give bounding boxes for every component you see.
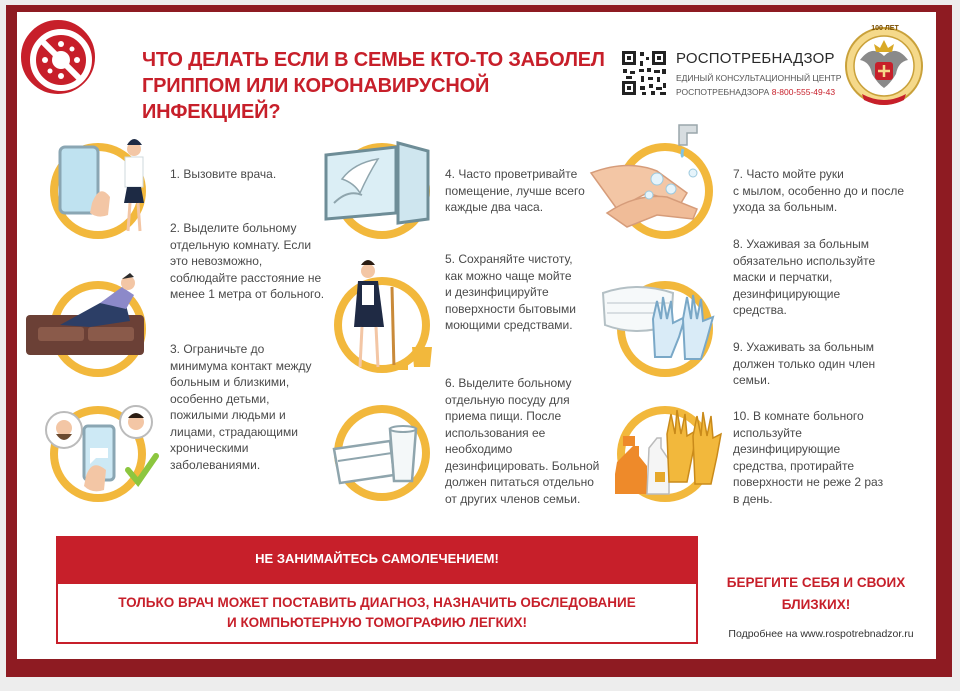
step-10-line: средства, протирайте [733,458,855,473]
step-2-line: это невозможно, [170,254,263,268]
step-3-line: особенно детьми, [170,391,270,406]
step-3-line: заболеваниями. [170,457,261,472]
step-8-line: маски и перчатки, [733,270,833,284]
step-2-line: отдельную комнату. Если [170,237,312,252]
step-9-line: семьи. [733,373,771,387]
step-8-line: 8. Ухаживая за больным [733,237,869,251]
anniversary-emblem [842,22,926,108]
step-6-line: использования ее [445,425,546,440]
doctor-only-line-1: ТОЛЬКО ВРАЧ МОЖЕТ ПОСТАВИТЬ ДИАГНОЗ, НАЗНАЧИТЬ ОБСЛЕДОВАНИЕ [118,595,636,610]
step-7-line: ухода за больным. [733,200,838,214]
step-10-line: дезинфицирующие [733,442,841,456]
doctor-only-line-2: И КОМПЬЮТЕРНУЮ ТОМОГРАФИЮ ЛЕГКИХ! [226,615,528,630]
step-10-line: используйте [733,425,802,440]
hotline-phone: 8-800-555-49-43 [771,87,836,97]
step-2 [170,220,335,303]
step-6-line: должен питаться отдельно [445,475,594,489]
step-8-line: дезинфицирующие [733,286,841,301]
step-6-line: дезинфицировать. Больной [445,458,600,473]
step-5-line: как можно чаще мойте [445,268,572,283]
step-3-line: 3. Ограничьте до [170,342,265,356]
step-10-line: поверхности не реже 2 раз [733,475,884,489]
ventilation-window-icon [334,143,430,239]
step-7-line: 7. Часто мойте руки [733,167,844,181]
step-6-line: от других членов семьи. [445,491,581,506]
qr-code-icon [620,49,668,97]
emblem-label: 100 ЛЕТ [871,25,899,32]
step-3 [170,341,335,473]
step-6-line: необходимо [445,442,513,456]
more-info-link[interactable]: Подробнее на www.rospotrebnadzor.ru [728,628,914,640]
call-doctor-icon [50,143,146,239]
cleaning-icon [334,277,430,373]
doctor-only-banner [56,582,698,644]
step-6-line: 6. Выделите больному [445,376,572,390]
step-5-line: поверхности бытовыми [445,301,576,316]
step-10-line: 10. В комнате больного [733,409,864,423]
org-subtitle-2 [676,87,835,97]
step-4-line: каждые два часа. [445,200,544,214]
step-5-line: и дезинфицируйте [445,285,549,299]
limit-contact-icon [50,406,146,502]
step-1-line: 1. Вызовите врача. [170,167,277,181]
step-5-line: моющими средствами. [445,318,573,332]
no-self-treatment-banner: НЕ ЗАНИМАЙТЕСЬ САМОЛЕЧЕНИЕМ! [56,536,698,582]
step-2-line: соблюдайте расстояние не [170,270,322,285]
step-3-line: больным и близкими, [170,375,290,389]
step-6-line: приема пищи. После [445,409,562,423]
step-5-line: 5. Сохраняйте чистоту, [445,252,573,266]
step-9-line: 9. Ухаживать за больным [733,340,874,354]
org-subtitle: ЕДИНЫЙ КОНСУЛЬТАЦИОННЫЙ ЦЕНТР [676,73,842,83]
step-8-line: средства. [733,303,787,317]
step-7 [733,166,918,216]
step-10-line: в день. [733,491,773,506]
step-2-line: 2. Выделите больному [170,221,297,235]
step-3-line: минимума контакт между [170,358,312,373]
step-8 [733,236,913,319]
title-line-1: ЧТО ДЕЛАТЬ ЕСЛИ В СЕМЬЕ КТО-ТО ЗАБОЛЕЛ [142,49,605,71]
step-4-line: помещение, лучше всего [445,183,585,198]
step-5 [445,251,610,334]
step-6-line: отдельную посуду для [445,392,570,407]
step-3-line: лицами, страдающими [170,424,298,439]
step-7-line: с мылом, особенно до и после [733,183,904,198]
org-subtitle-2-text: РОСПОТРЕБНАДЗОРА [676,87,770,97]
step-9 [733,339,913,389]
step-10 [733,408,913,507]
step-4 [445,166,610,216]
step-2-line: менее 1 метра от больного. [170,287,325,301]
step-3-line: хроническими [170,441,249,455]
mask-and-gloves-icon [617,281,713,377]
disinfectants-icon [617,406,713,502]
page-title [142,47,612,125]
title-line-2: ГРИППОМ ИЛИ КОРОНАВИРУСНОЙ ИНФЕКЦИЕЙ? [142,75,490,123]
step-9-line: должен только один член [733,356,876,371]
step-6 [445,375,610,507]
no-virus-icon [18,17,98,97]
care-slogan-line-1: БЕРЕГИТЕ СЕБЯ И СВОИХ [726,575,906,590]
hand-washing-icon [617,143,713,239]
step-3-line: пожилыми людьми и [170,408,286,422]
step-1 [170,166,320,183]
separate-dishes-icon [334,405,430,501]
patient-on-sofa-icon [50,281,146,377]
step-4-line: 4. Часто проветривайте [445,167,578,181]
step-8-line: обязательно используйте [733,253,876,268]
care-slogan-line-2: БЛИЗКИХ! [781,597,851,612]
org-name: РОСПОТРЕБНАДЗОР [676,50,835,67]
